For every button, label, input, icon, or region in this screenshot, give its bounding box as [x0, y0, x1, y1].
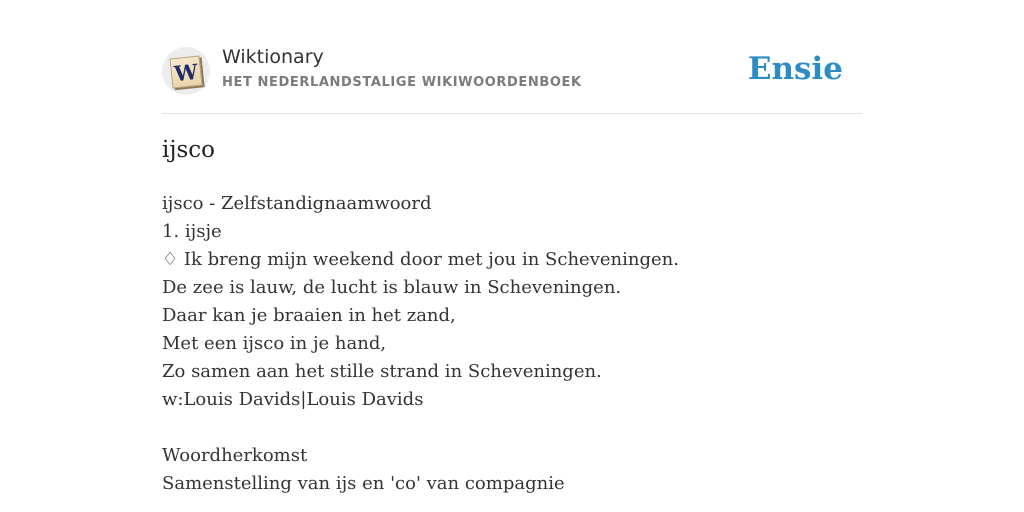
site-header [162, 40, 862, 114]
entry-line-blank [162, 414, 862, 442]
entry-line-example: Met een ijsco in je hand, [162, 333, 387, 354]
wiktionary-logo-icon[interactable] [162, 47, 210, 95]
site-tagline: HET NEDERLANDSTALIGE WIKIWOORDENBOEK [222, 75, 582, 90]
entry-content [162, 190, 862, 498]
entry-line-example: Zo samen aan het stille strand in Scheveningen. [162, 361, 602, 382]
entry-line-definition-heading: ijsco - Zelfstandignaamwoord [162, 193, 432, 214]
entry-line-sense: 1. ijsje [162, 221, 222, 242]
site-name[interactable]: Wiktionary [222, 46, 324, 68]
entry-line-source: w:Louis Davids|Louis Davids [162, 389, 424, 410]
logo-tile: W [170, 56, 203, 89]
etymology-heading: Woordherkomst [162, 445, 308, 466]
entry-line-example: ♢ Ik breng mijn weekend door met jou in Scheveningen. [162, 249, 679, 270]
ensie-brand-link[interactable]: Ensie [747, 51, 843, 87]
entry-line-example: Daar kan je braaien in het zand, [162, 305, 456, 326]
etymology-text: Samenstelling van ijs en 'co' van compagnie [162, 473, 565, 494]
entry-line-example: De zee is lauw, de lucht is blauw in Scheveningen. [162, 277, 622, 298]
entry-title: ijsco [162, 137, 216, 163]
